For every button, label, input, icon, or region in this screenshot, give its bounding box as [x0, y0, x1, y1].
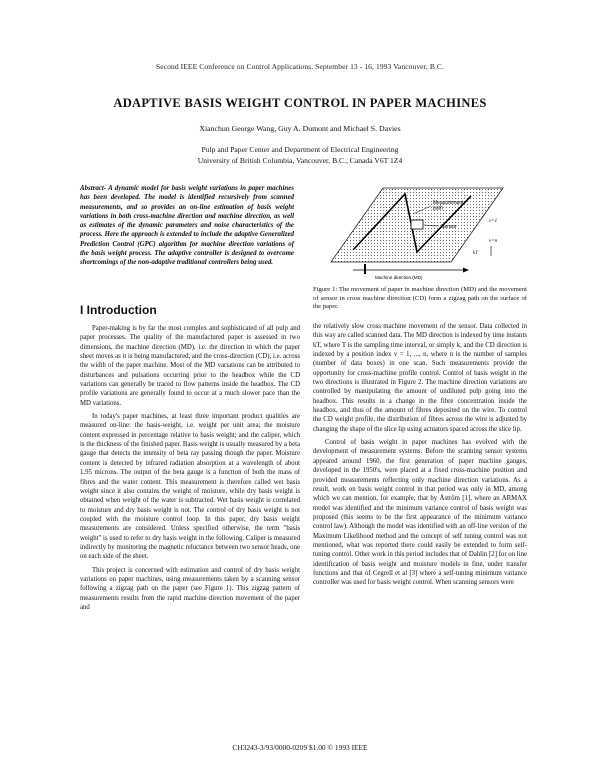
label-md-axis: Machine direction (MD)	[375, 275, 423, 280]
abstract-text: A dynamic model for basis weight variations in paper machines has been developed. The model is identified recursively from scanned measurements, and so provides an on-line estimation of basis weight variations in both cross-machine direction and machine direction, as well as estimates of the dynamic parameters and noise characteristics of the process. Here the approach is extended to include the adaptive Generalized Prediction Control (GPC) algorithm for machine direction variations of the basis weight process. The adaptive controller is designed to overcome shortcomings of the non-adaptive traditional controllers being used.	[80, 185, 294, 267]
abstract-label: Abstract-	[80, 185, 107, 192]
section-heading-introduction: I Introduction	[80, 303, 157, 317]
paragraph: Control of basis weight in paper machines has evolved with the development of measurement systems. Before the scanning sensor systems appeared around 1960, the first generation of paper machine gauges, developed in the 1950's, were placed at a fixed cross-machine position and provided measurements reflecting only machine direction variations. As a result, work on basis weight control in that period was only in MD, among which we can mention, for example, that by Åström [1], where an ARMAX model was identified and the minimum variance control of basis weight was proposed (this seems to be the first appearance of the minimum variance control law). Although the model was identified with an off-line version of the Maximum Likelihood method and the concept of self tuning control was not mentioned, what was reported there could easily be extended to form self-tuning control. Other work in this period includes that of Dahlin [2] for on line identification of basis weight and moisture models in fine, under transfer functions and that of Cegrell et al [3] where a self-tuning minimum variance controller was used for basis weight control. When scanning sensors were	[313, 439, 527, 587]
affiliation-line-2: University of British Columbia, Vancouver, B.C., Canada V6T 1Z4	[197, 156, 403, 165]
column-left	[80, 324, 300, 616]
column-right	[313, 322, 527, 592]
figure-1-caption: Figure 1: The movement of paper in machine direction (MD) and the movement of sensor in cross machine direction (CD) form a zigzag path on the surface of the paper.	[313, 286, 527, 311]
sensor-box	[411, 220, 423, 229]
label-kt: kT	[473, 251, 478, 256]
label-sensor: Sensor	[441, 224, 457, 230]
paper-title: ADAPTIVE BASIS WEIGHT CONTROL IN PAPER MACHINES	[113, 96, 487, 110]
author-list: Xianchun George Wang, Guy A. Dumont and Michael S. Davies	[199, 124, 401, 133]
label-vn: v=n	[489, 239, 498, 244]
paragraph: In today's paper machines, at least three important product qualities are measured on-line: the basis-weight, i.e. weight per unit area; the moisture content expressed in percentage relative to basis weight; and the caliper, which is the thickness of the finished paper. Basis weight is usually measured by a beta gauge that detects the intensity of beta ray passing though the paper. Moisture content is detected by infrared radiation absorption at a wavelength of about 1.95 microns. The output of the beta gauge is a function of both the mass of fibres and the water content. This measurement is therefore called wet basis weight since it also contains the weight of moisture, while dry basis weight is obtained when weight of the water is subtracted. Wet basis weight is correlated to moisture and dry basis weight is not. The control of dry basis weight is not coupled with the moisture control loop. In this paper, dry basis weight measurements are considered. Unless specified otherwise, the term "basis weight" is used to refer to dry basis weight in the following. Caliper is measured indirectly by monitoring the magnetic reluctance between two sensor heads, one on each side of the sheet.	[80, 413, 300, 561]
md-axis-arrowhead	[463, 268, 469, 273]
figure-1-zigzag-diagram	[313, 176, 527, 282]
affiliation	[0, 144, 600, 166]
zigzag-diagram	[313, 176, 527, 282]
label-measurement: Measurement path	[433, 200, 464, 212]
label-v1: v=1	[489, 219, 498, 224]
conference-header: Second IEEE Conference on Control Applications, September 13 - 16, 1993 Vancouver, B.C.	[156, 62, 444, 71]
affiliation-line-1: Pulp and Paper Center and Department of Electrical Engineering	[201, 145, 399, 154]
paragraph: the relatively slow cross machine movement of the sensor. Data collected in this way are called scanned data. The MD direction is indexed by time instants kT, where T is the sampling time interval, or simply k, and the CD direction is indexed by a position index v = 1, ..., n, where n is the number of samples (number of data boxes) in one scan. Such measurements provide the opportunity for cross-machine profile control. Control of basis weight in the two directions is illustrated in Figure 2. The machine direction variations are controlled by manipulating the amount of undiluted pulp going into the headbox. This results in a change in the fibre concentration inside the headbox, and thus of the amount of fibres deposited on the wire. To control the CD weight profile, the distribution of fibres across the wire is adjusted by changing the shape of the slice lip using actuators spaced across the slice lip.	[313, 323, 527, 433]
copyright-footer: CH3243-3/93/0000-0209 $1.00 © 1993 IEEE	[232, 743, 368, 752]
paragraph: Paper-making is by far the most complex and sophisticated of all pulp and paper processes. The quality of the manufactured paper is assessed in two dimensions, the machine direction (MD), i.e. the direction in which the paper sheet moves as it is being manufactured, and the cross-direction (CD), i.e. across the width of the paper machine. Most of the MD variations can be attributed to disturbances and pulsations occurring prior to the headbox while the CD variations can generally be traced to flow patterns inside the headbox. The CD profile variations are generally found to occur at a much slower pace than the MD variations.	[80, 325, 300, 407]
paragraph: This project is concerned with estimation and control of dry basis weight variations on paper machines, using measurements taken by a scanning sensor following a zigzag path on the paper (see Figure 1). This zigzag pattern of measurements results from the rapid machine direction movement of the paper and	[80, 566, 300, 611]
abstract	[80, 184, 294, 268]
